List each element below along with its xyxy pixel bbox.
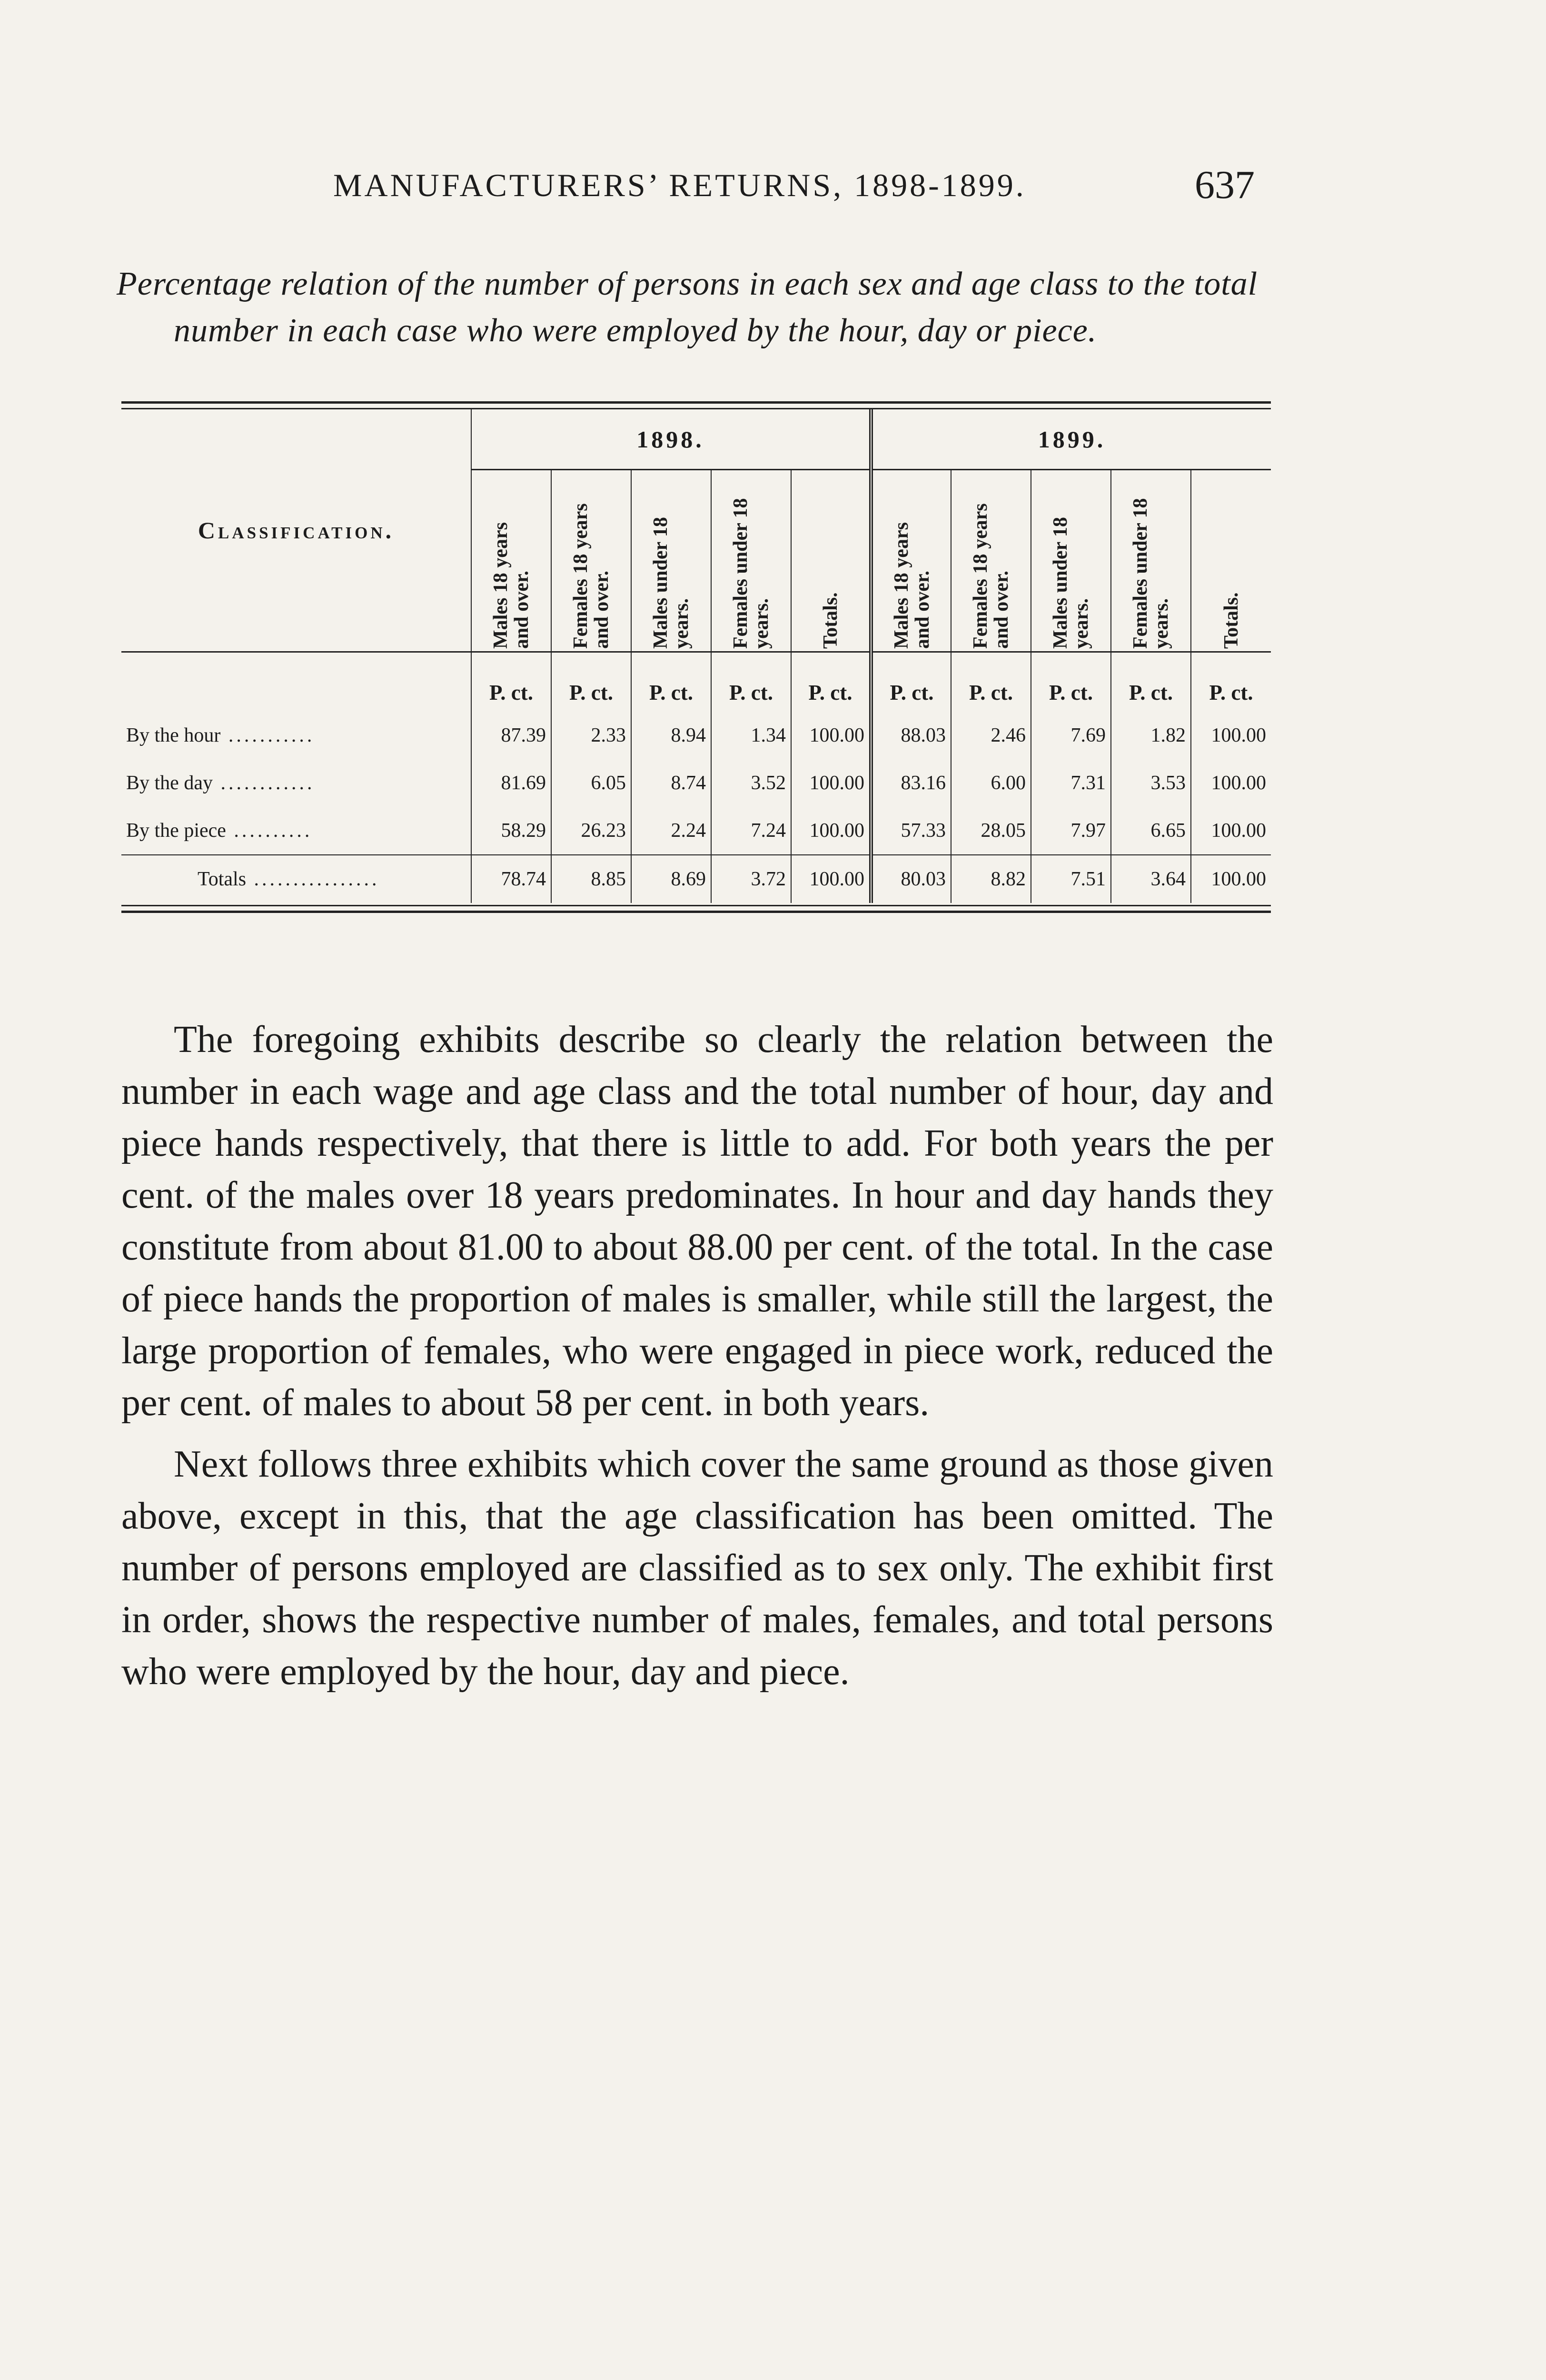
table-cell: 6.65	[1111, 807, 1191, 855]
table-cell: 6.05	[551, 759, 631, 807]
dot-leader: ............	[212, 772, 315, 794]
table-cell: 2.24	[631, 807, 711, 855]
col-header-males-under-18-1899: Males under 18 years.	[1031, 470, 1111, 652]
table-cell: 7.31	[1031, 759, 1111, 807]
body-text	[121, 1014, 1273, 1698]
unit-cell: P. ct.	[1191, 652, 1271, 712]
row-label: By the piece ..........	[126, 820, 313, 842]
table-cell: 100.00	[791, 807, 871, 855]
unit-row-label	[121, 652, 471, 712]
table-cell: 87.39	[471, 712, 551, 759]
table-cell: 28.05	[951, 807, 1031, 855]
table-cell: 100.00	[1191, 759, 1271, 807]
table-cell: 100.00	[791, 759, 871, 807]
paragraph-1: The foregoing exhibits describe so clearly the relation between the number in each wage and age class and the total number of hour, day and piece hands respectively, that there is little to add. For both years the per cent. of the males over 18 years predominates. In hour and day hands they constitute from about 81.00 to about 88.00 per cent. of the total. In the case of piece hands the proportion of males is smaller, while still the largest, the large proportion of females, who were engaged in piece work, reduced the per cent. of males to about 58 per cent. in both years.	[121, 1019, 1273, 1424]
table-cell: 1.82	[1111, 712, 1191, 759]
row-label: Totals ................	[121, 855, 471, 903]
table-cell: 26.23	[551, 807, 631, 855]
unit-cell: P. ct.	[471, 652, 551, 712]
unit-row	[121, 652, 1271, 712]
table-cell: 81.69	[471, 759, 551, 807]
unit-cell: P. ct.	[551, 652, 631, 712]
table-top-rule	[121, 401, 1271, 409]
table-row	[121, 855, 1271, 903]
dot-leader: ................	[246, 868, 380, 890]
unit-cell: P. ct.	[1031, 652, 1111, 712]
col-header-females-under-18-1899: Females under 18 years.	[1111, 470, 1191, 652]
table-cell: 7.97	[1031, 807, 1111, 855]
unit-cell: P. ct.	[791, 652, 871, 712]
table-row	[121, 759, 1271, 807]
table-bottom-rule	[121, 905, 1271, 913]
dot-leader: ..........	[226, 820, 313, 842]
dot-leader: ...........	[220, 724, 315, 746]
table-cell: 2.33	[551, 712, 631, 759]
year-1898-header: 1898.	[471, 409, 871, 470]
table-cell: 3.64	[1111, 855, 1191, 903]
table-cell: 100.00	[1191, 855, 1271, 903]
col-header-females-under-18-1898: Females under 18 years.	[711, 470, 791, 652]
table-cell: 100.00	[1191, 807, 1271, 855]
table-cell: 2.46	[951, 712, 1031, 759]
unit-cell: P. ct.	[951, 652, 1031, 712]
table-cell: 100.00	[791, 855, 871, 903]
unit-cell: P. ct.	[631, 652, 711, 712]
row-label: By the hour ...........	[126, 724, 315, 746]
paragraph-2: Next follows three exhibits which cover the same ground as those given above, except in this, that the age classification has been omitted. The number of persons employed are classified as to sex only. The exhibit first in order, shows the respective number of males, females, and total persons who were employed by the hour, day and piece.	[121, 1443, 1273, 1693]
col-header-males-under-18-1898: Males under 18 years.	[631, 470, 711, 652]
table-cell: 58.29	[471, 807, 551, 855]
page-number: 637	[1195, 163, 1255, 207]
col-header-females-over-18-1899: Females 18 years and over.	[951, 470, 1031, 652]
table-cell: 8.69	[631, 855, 711, 903]
table-body	[121, 712, 1271, 903]
col-header-males-over-18-1899: Males 18 years and over.	[871, 470, 951, 652]
row-label: By the day ............	[126, 772, 315, 794]
running-title: MANUFACTURERS’ RETURNS, 1898-1899.	[333, 167, 1026, 203]
table-cell: 8.74	[631, 759, 711, 807]
table-cell: 1.34	[711, 712, 791, 759]
col-header-totals-1898: Totals.	[791, 470, 871, 652]
table-cell: 57.33	[871, 807, 951, 855]
table-cell: 8.94	[631, 712, 711, 759]
table-caption: Percentage relation of the number of persons in each sex and age class to the total number in each case who were employed by the hour, day or piece.	[117, 266, 1258, 349]
table-cell: 7.69	[1031, 712, 1111, 759]
table-row	[121, 712, 1271, 759]
unit-cell: P. ct.	[711, 652, 791, 712]
table-cell: 83.16	[871, 759, 951, 807]
classification-header: Classification.	[121, 409, 471, 652]
table-cell: 6.00	[951, 759, 1031, 807]
table-cell: 80.03	[871, 855, 951, 903]
unit-cell: P. ct.	[871, 652, 951, 712]
percentage-table	[121, 401, 1271, 913]
table-cell: 7.51	[1031, 855, 1111, 903]
table-cell: 8.85	[551, 855, 631, 903]
year-1899-header: 1899.	[871, 409, 1271, 470]
data-table	[121, 409, 1271, 903]
page-header	[0, 157, 1546, 219]
col-header-females-over-18-1898: Females 18 years and over.	[551, 470, 631, 652]
table-cell: 7.24	[711, 807, 791, 855]
year-header-row	[121, 409, 1271, 470]
unit-cell: P. ct.	[1111, 652, 1191, 712]
table-cell: 3.52	[711, 759, 791, 807]
table-row	[121, 807, 1271, 855]
table-cell: 3.72	[711, 855, 791, 903]
col-header-totals-1899: Totals.	[1191, 470, 1271, 652]
col-header-males-over-18-1898: Males 18 years and over.	[471, 470, 551, 652]
table-cell: 88.03	[871, 712, 951, 759]
table-cell: 3.53	[1111, 759, 1191, 807]
table-cell: 78.74	[471, 855, 551, 903]
table-cell: 8.82	[951, 855, 1031, 903]
table-cell: 100.00	[791, 712, 871, 759]
table-cell: 100.00	[1191, 712, 1271, 759]
